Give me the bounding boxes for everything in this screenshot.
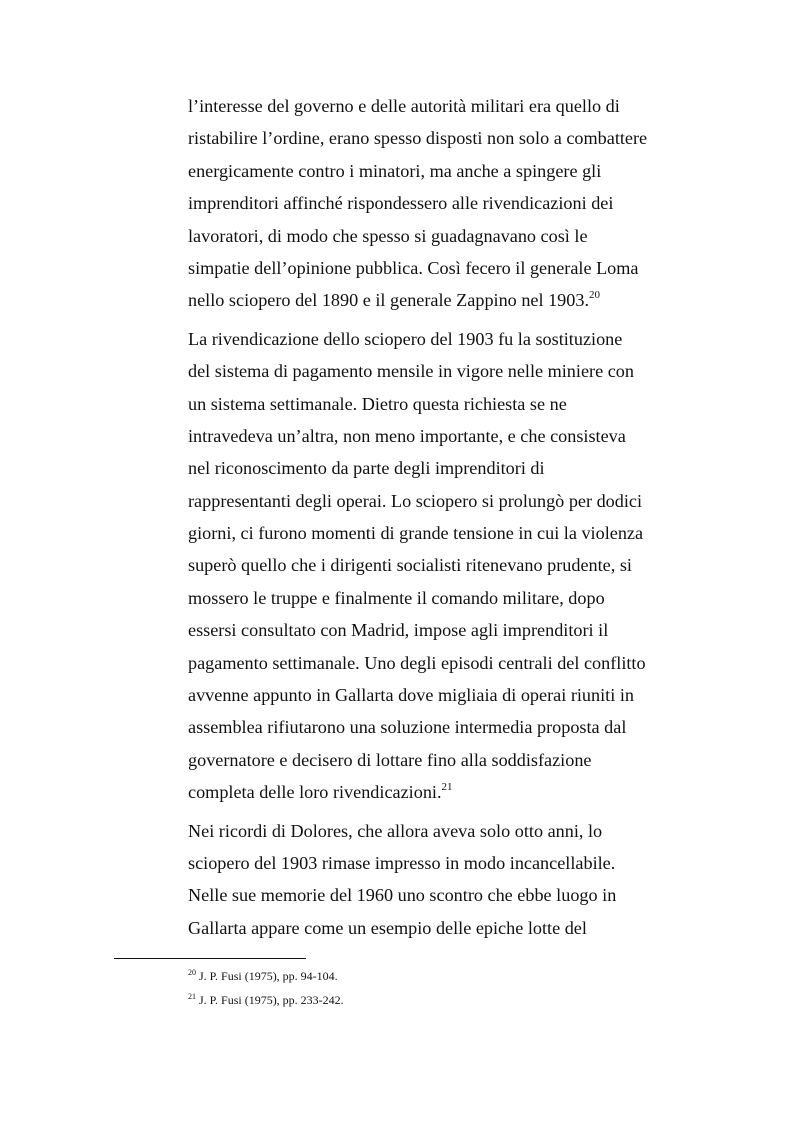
text-line-content: completa delle loro rivendicazioni. [188,782,442,803]
text-line: ristabilire l’ordine, erano spesso disposti non solo a combattere [188,128,648,149]
paragraph-2 [188,323,660,809]
text-line: essersi consultato con Madrid, impose agli imprenditori il [188,620,609,641]
text-line: Nei ricordi di Dolores, che allora aveva solo otto anni, lo [188,820,603,841]
footnote-ref-20[interactable]: 20 [589,289,601,302]
text-line: avvenne appunto in Gallarta dove migliaia di operai riuniti in [188,685,634,706]
text-line: rappresentanti degli operai. Lo sciopero si prolungò per dodici [188,490,643,511]
text-line: imprenditori affinché rispondessero alle rivendicazioni dei [188,193,614,214]
footnote-ref-21[interactable]: 21 [441,781,453,794]
footnote-text: J. P. Fusi (1975), pp. 94-104. [199,969,338,983]
body-text [188,90,660,950]
text-line [188,284,660,316]
footnote-text: J. P. Fusi (1975), pp. 233-242. [199,993,344,1007]
paragraph-1 [188,90,660,317]
text-line: governatore e decisero di lottare fino alla soddisfazione [188,749,592,770]
text-line: mossero le truppe e finalmente il comando militare, dopo [188,587,605,608]
footnote-20 [188,964,344,988]
footnotes [188,964,344,1012]
text-line: intravedeva un’altra, non meno importante, e che consisteva [188,425,626,446]
text-line: simpatie dell’opinione pubblica. Così fecero il generale Loma [188,257,639,278]
footnote-divider [114,958,306,959]
text-line: superò quello che i dirigenti socialisti ritenevano prudente, si [188,555,632,576]
text-line: un sistema settimanale. Dietro questa richiesta se ne [188,393,567,414]
text-line: Nelle sue memorie del 1960 uno scontro che ebbe luogo in [188,885,617,906]
text-line: sciopero del 1903 rimase impresso in modo incancellabile. [188,852,616,873]
text-line [188,776,660,808]
text-line: del sistema di pagamento mensile in vigore nelle miniere con [188,361,634,382]
text-line: assemblea rifiutarono una soluzione intermedia proposta dal [188,717,627,738]
paragraph-3 [188,815,660,945]
footnote-number: 21 [188,992,196,1001]
footnote-number: 20 [188,968,196,977]
footnote-21 [188,988,344,1012]
text-line: giorni, ci furono momenti di grande tensione in cui la violenza [188,523,644,544]
text-line: nel riconoscimento da parte degli imprenditori di [188,458,545,479]
text-line: lavoratori, di modo che spesso si guadagnavano così le [188,225,588,246]
text-line: energicamente contro i minatori, ma anche a spingere gli [188,160,602,181]
text-line: pagamento settimanale. Uno degli episodi centrali del conflitto [188,652,646,673]
text-line: La rivendicazione dello sciopero del 1903 fu la sostituzione [188,328,623,349]
text-line: Gallarta appare come un esempio delle epiche lotte del [188,917,587,938]
text-line: l’interesse del governo e delle autorità militari era quello di [188,96,620,116]
text-line-content: nello sciopero del 1890 e il generale Zappino nel 1903. [188,290,590,311]
